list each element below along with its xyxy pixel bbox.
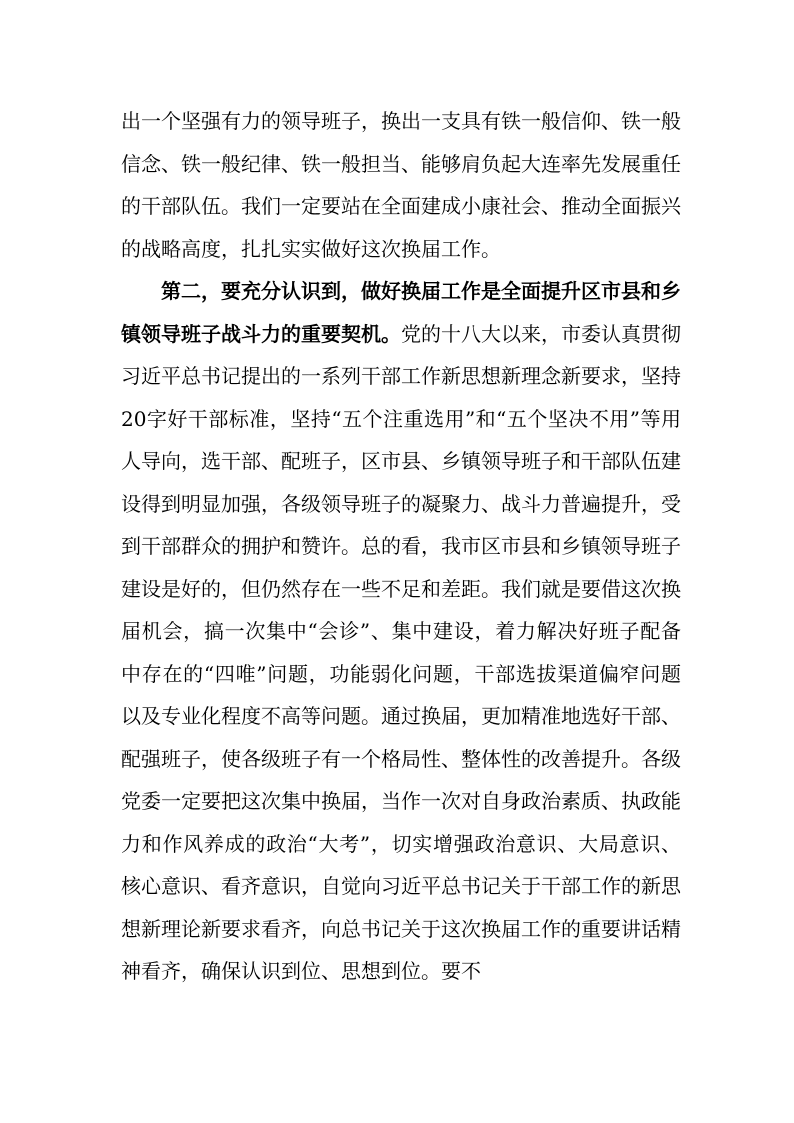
paragraph-2-bold-lead: 第二，要充分认识到，做好换届工作是全面提升区市县和乡镇领导班子战斗力的重要契机。 [121,279,681,346]
paragraph-2 [121,270,681,993]
paragraph-2-body: 党的十八大以来，市委认真贯彻习近平总书记提出的一系列干部工作新思想新理念新要求，坚持20字好干部标准，坚持“五个注重选用”和“五个坚决不用”等用人导向，选干部、配班子，区市县、乡镇领导班子和干部队伍建设得到明显加强，各级领导班子的凝聚力、战斗力普遍提升，受到干部群众的拥护和赞许。总的看，我市区市县和乡镇领导班子建设是好的，但仍然存在一些不足和差距。我们就是要借这次换届机会，搞一次集中“会诊”、集中建设，着力解决好班子配备中存在的“四唯”问题，功能弱化问题，干部选拔渠道偏窄问题以及专业化程度不高等问题。通过换届，更加精准地选好干部、配强班子，使各级班子有一个格局性、整体性的改善提升。各级党委一定要把这次集中换届，当作一次对自身政治素质、执政能力和作风养成的政治“大考”，切实增强政治意识、大局意识、核心意识、看齐意识，自觉向习近平总书记关于干部工作的新思想新理论新要求看齐，向总书记关于这次换届工作的重要讲话精神看齐，确保认识到位、思想到位。要不 [121,321,681,983]
paragraph-1: 出一个坚强有力的领导班子，换出一支具有铁一般信仰、铁一般信念、铁一般纪律、铁一般担当、能够肩负起大连率先发展重任的干部队伍。我们一定要站在全面建成小康社会、推动全面振兴的战略高度，扎扎实实做好这次换届工作。 [121,109,681,261]
document-page [121,100,681,993]
